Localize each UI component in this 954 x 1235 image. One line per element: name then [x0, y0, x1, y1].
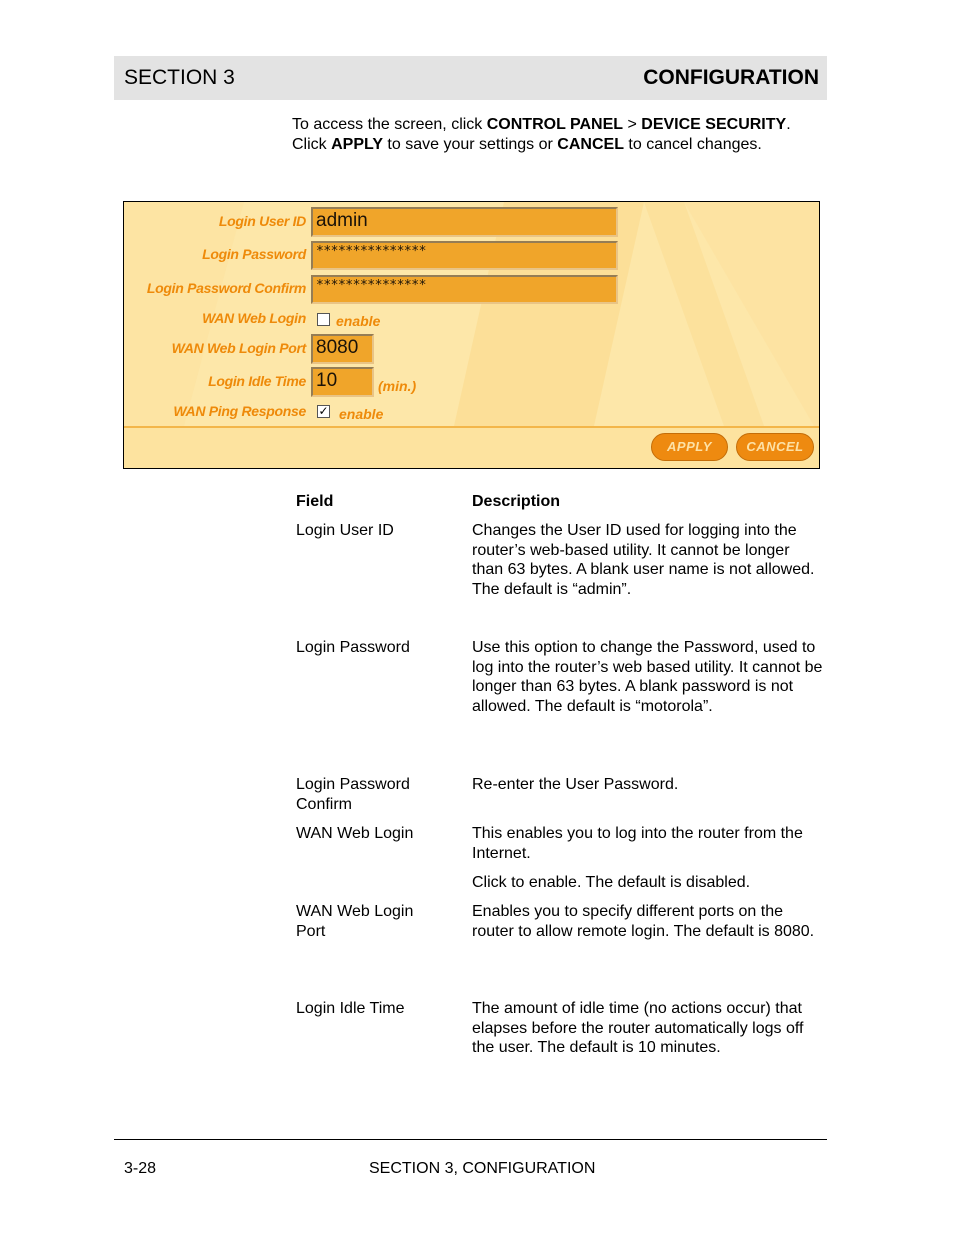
wan-ping-response-enable-label: enable	[339, 406, 384, 422]
field-column-header: Field	[296, 493, 334, 510]
section-header	[114, 56, 827, 100]
intro-apply: APPLY	[331, 135, 383, 153]
login-password-label: Login Password	[202, 246, 306, 262]
login-idle-time-label: Login Idle Time	[208, 373, 306, 389]
login-password-input[interactable]: ***************	[311, 241, 618, 270]
wan-web-login-enable-label: enable	[336, 313, 381, 329]
section-number: SECTION 3	[124, 66, 235, 89]
description-column-header: Description	[472, 493, 561, 510]
row-wan-web-login-port-field: WAN Web Login Port	[296, 903, 414, 940]
row-login-user-id-field: Login User ID	[296, 522, 394, 539]
page-number: 3-28	[124, 1160, 157, 1177]
wan-ping-response-label: WAN Ping Response	[173, 403, 306, 419]
row-login-idle-time-field: Login Idle Time	[296, 1000, 405, 1017]
footer-rule	[114, 1139, 827, 1140]
intro-text-3: . Click	[292, 116, 791, 153]
row-wan-web-login-note: Click to enable. The default is disabled.	[472, 874, 751, 891]
row-login-password-description: Use this option to change the Password, used to log into the router’s web based utility. It cannot be longer than 63 bytes. A blank password is not allowed. The default is “motorola”.	[472, 639, 823, 716]
apply-button[interactable]: APPLY	[651, 433, 728, 461]
wan-web-login-checkbox[interactable]	[317, 313, 330, 326]
intro-text-5: to cancel changes.	[623, 135, 762, 153]
row-login-password-field: Login Password	[296, 639, 410, 656]
check-icon: ✓	[318, 404, 329, 418]
cancel-button[interactable]: CANCEL	[736, 433, 814, 461]
row-login-user-id-description: Changes the User ID used for logging into the router’s web-based utility. It cannot be longer than 63 bytes. A blank user name is not allowed. The default is “admin”.	[472, 522, 815, 599]
login-password-confirm-label: Login Password Confirm	[146, 280, 306, 296]
row-wan-web-login-description: This enables you to log into the router from the Internet.	[472, 825, 803, 862]
intro-text-2: >	[623, 116, 642, 133]
row-login-password-confirm-description: Re-enter the User Password.	[472, 776, 679, 793]
section-title: CONFIGURATION	[643, 66, 819, 89]
row-wan-web-login-port-description: Enables you to specify different ports on the router to allow remote login. The default is 8080.	[472, 903, 815, 940]
intro-paragraph	[292, 115, 822, 154]
row-wan-web-login-field: WAN Web Login	[296, 825, 414, 842]
login-idle-time-input[interactable]: 10	[311, 367, 374, 397]
intro-control-panel: CONTROL PANEL	[486, 116, 624, 133]
intro-text-1: To access the screen, click	[292, 116, 487, 133]
wan-web-login-label: WAN Web Login	[202, 310, 306, 326]
intro-text-4: to save your settings or	[382, 135, 558, 153]
intro-cancel: CANCEL	[557, 135, 624, 153]
wan-ping-response-checkbox[interactable]	[317, 405, 330, 418]
login-user-id-label: Login User ID	[218, 213, 306, 229]
intro-device-security: DEVICE SECURITY	[641, 116, 787, 133]
panel-divider	[124, 426, 819, 428]
row-login-idle-time-description: The amount of idle time (no actions occur) that elapses before the router automatically logs off the user. The default is 10 minutes.	[472, 1000, 804, 1057]
login-user-id-input[interactable]: admin	[311, 207, 618, 237]
idle-time-unit-label: (min.)	[378, 378, 417, 394]
footer-section: SECTION 3, CONFIGURATION	[369, 1160, 596, 1177]
row-login-password-confirm-field: Login Password Confirm	[296, 776, 410, 813]
wan-web-login-port-input[interactable]: 8080	[311, 334, 374, 364]
device-security-screenshot	[123, 201, 820, 469]
login-password-confirm-input[interactable]: ***************	[311, 275, 618, 304]
wan-web-login-port-label: WAN Web Login Port	[171, 340, 306, 356]
